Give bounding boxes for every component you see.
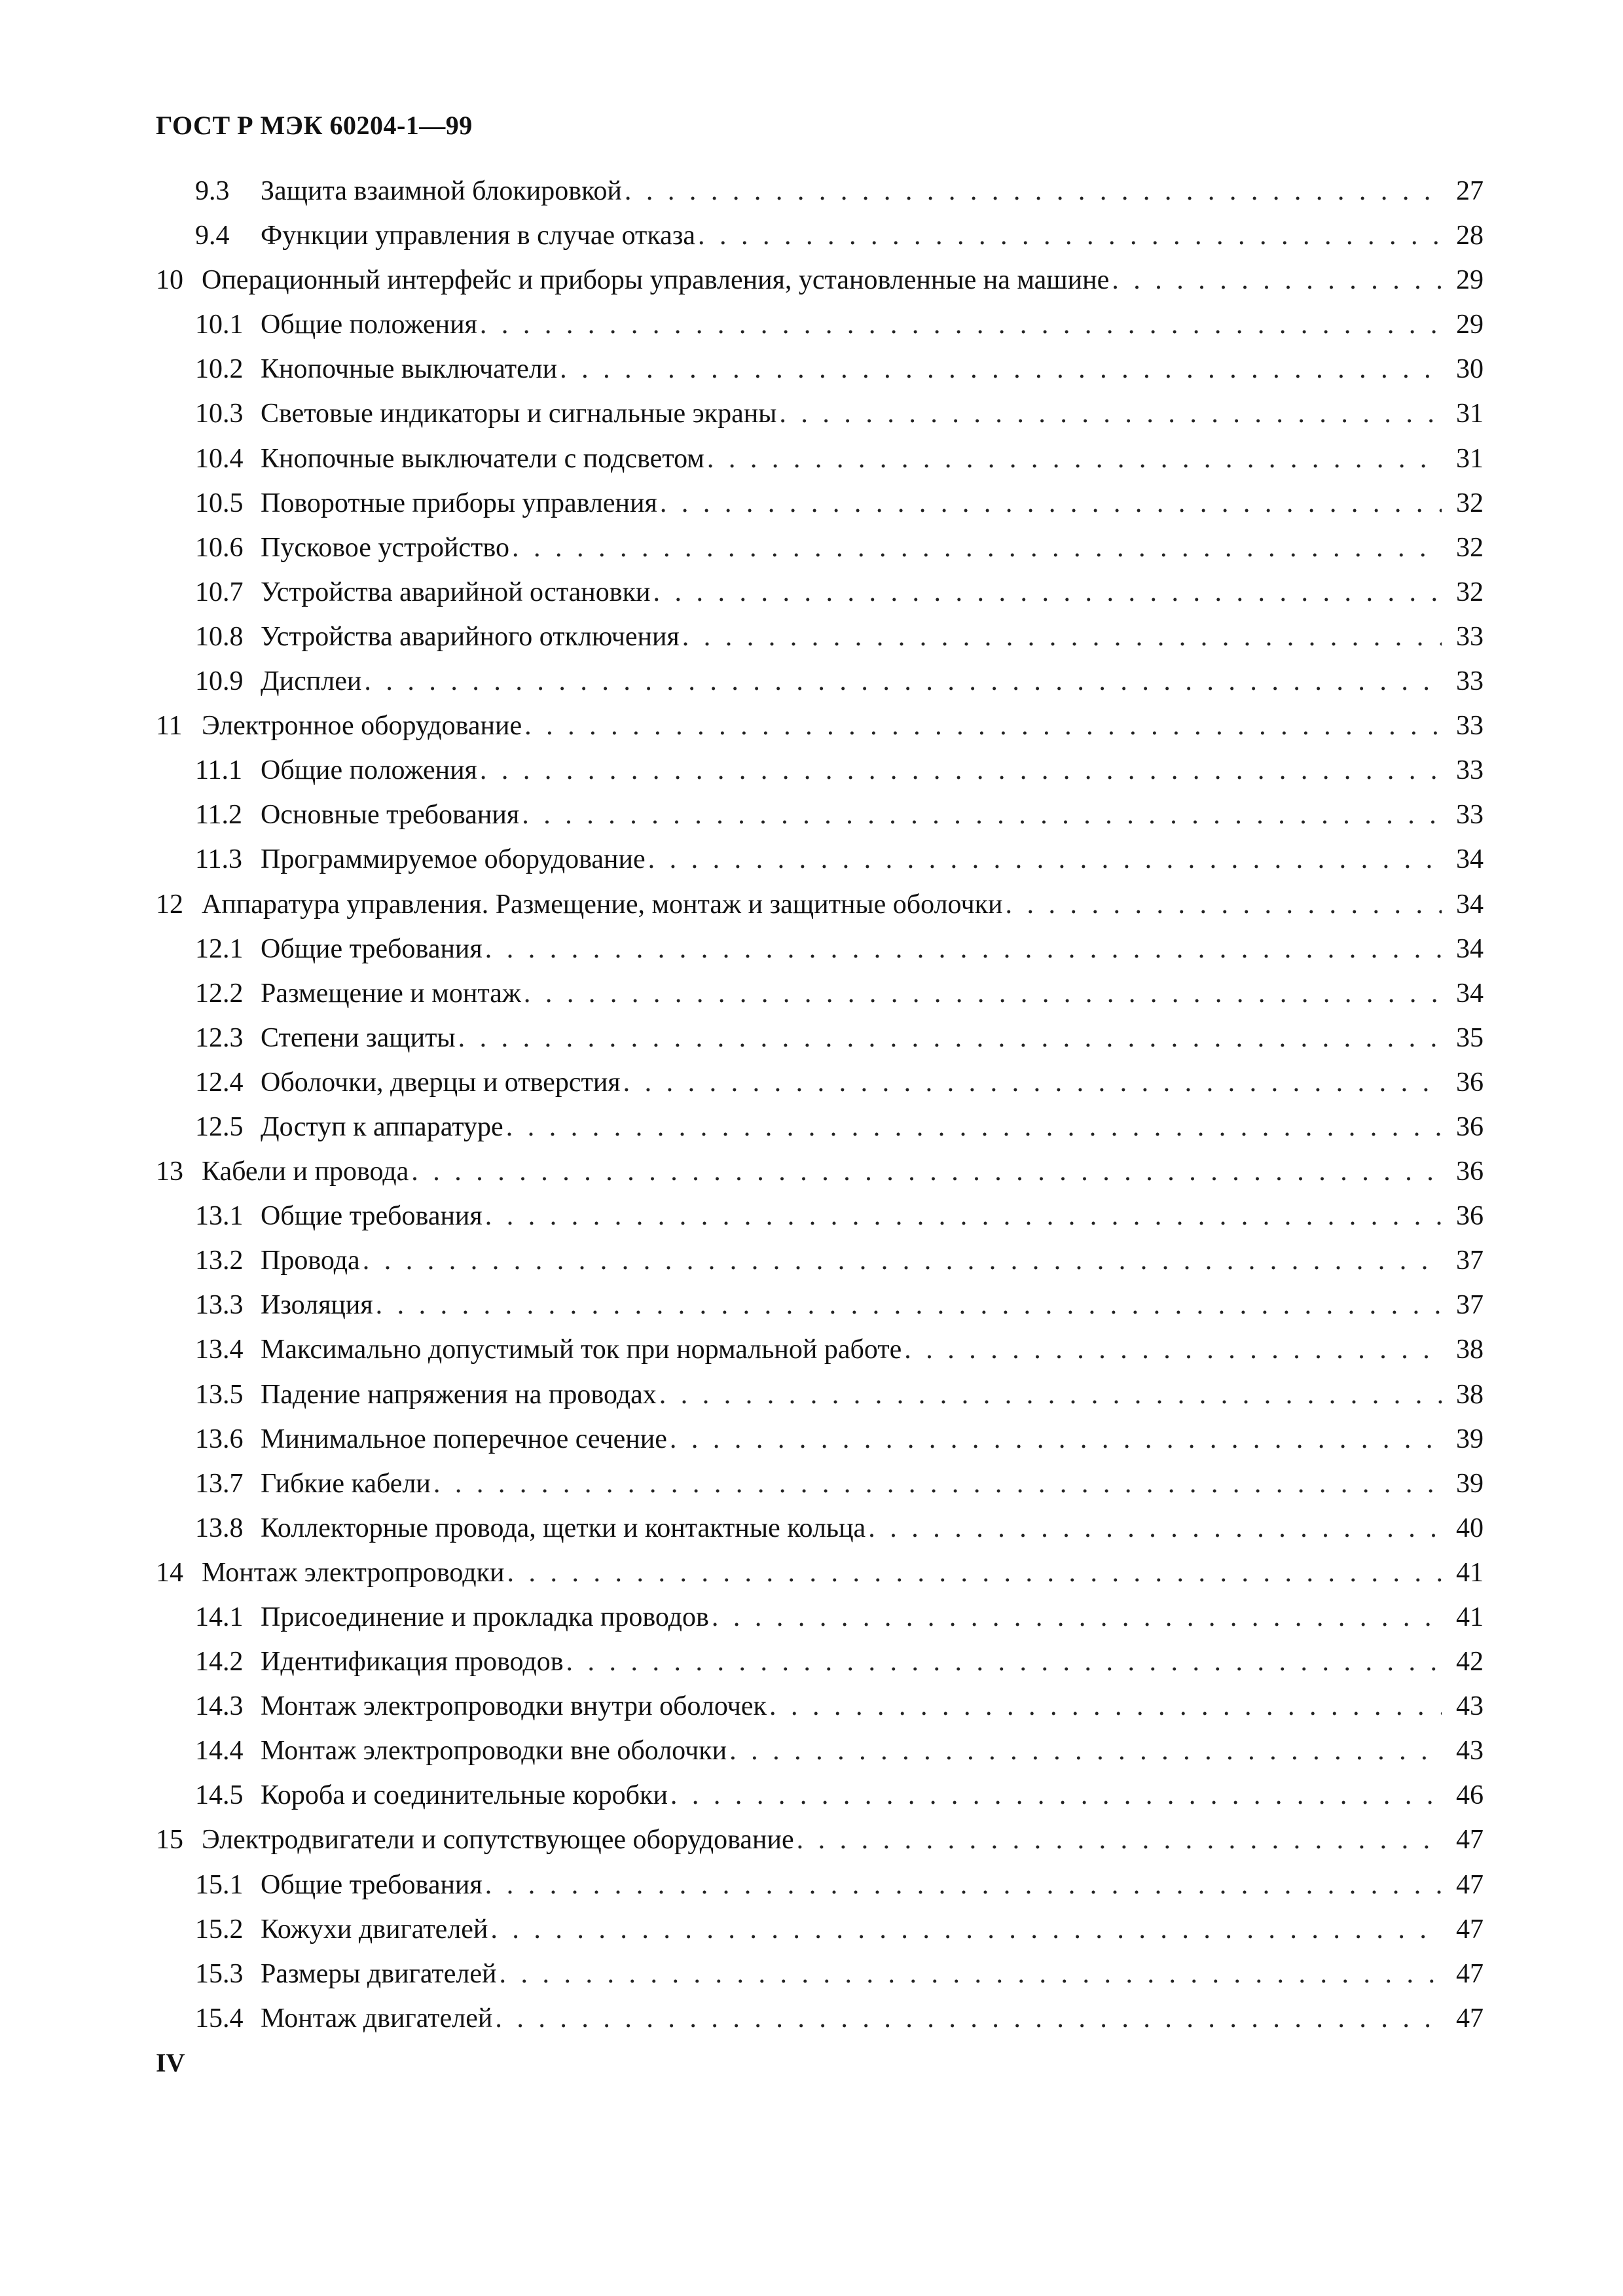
toc-dot-leader <box>670 1417 1442 1462</box>
toc-subsection <box>156 748 1484 793</box>
toc-subsection <box>156 169 1484 213</box>
toc-dot-leader <box>480 748 1442 793</box>
toc-entry-title: Операционный интерфейс и приборы управления, установленные на машине <box>202 265 1110 296</box>
toc-entry-number: 13.2 <box>195 1246 244 1276</box>
toc-dot-leader <box>729 1729 1442 1773</box>
toc-dot-leader <box>868 1506 1442 1551</box>
toc-dot-leader <box>524 704 1442 748</box>
toc-entry-page: 41 <box>1456 1557 1484 1588</box>
toc-dot-leader <box>904 1327 1442 1372</box>
toc-entry-number: 13.8 <box>195 1513 244 1543</box>
toc-entry-number: 13.5 <box>195 1379 244 1410</box>
toc-entry-title: Размеры двигателей <box>261 1958 497 1989</box>
toc-entry-page: 40 <box>1456 1513 1484 1543</box>
toc-entry-number: 12.3 <box>195 1022 244 1053</box>
toc-entry-number: 13 <box>156 1157 183 1187</box>
toc-subsection <box>156 570 1484 615</box>
toc-entry-title: Доступ к аппаратуре <box>261 1111 503 1142</box>
toc-entry-title: Общие положения <box>261 310 477 340</box>
toc-entry-title: Программируемое оборудование <box>261 844 646 875</box>
toc-entry-title: Кожухи двигателей <box>261 1914 488 1945</box>
toc-entry-number: 12 <box>156 889 183 920</box>
toc-dot-leader <box>769 1684 1442 1729</box>
toc-entry-page: 34 <box>1456 978 1484 1009</box>
toc-entry-number: 11.1 <box>195 755 242 786</box>
toc-entry-title: Световые индикаторы и сигнальные экраны <box>261 399 777 429</box>
toc-entry-title: Пусковое устройство <box>261 532 509 563</box>
toc-entry-title: Присоединение и прокладка проводов <box>261 1602 709 1632</box>
toc-subsection <box>156 302 1484 347</box>
toc-subsection <box>156 481 1484 526</box>
toc-entry-number: 10.6 <box>195 532 244 563</box>
toc-dot-leader <box>1112 258 1442 302</box>
toc-entry-title: Поворотные приборы управления <box>261 488 657 518</box>
toc-entry-number: 10.1 <box>195 310 244 340</box>
toc-section <box>156 704 1484 748</box>
toc-dot-leader <box>507 1551 1442 1595</box>
toc-entry-title: Коллекторные провода, щетки и контактные кольца <box>261 1513 866 1543</box>
page-number-footer: IV <box>156 2048 185 2077</box>
toc-entry-number: 12.1 <box>195 933 244 964</box>
toc-entry-number: 10.8 <box>195 621 244 652</box>
toc-dot-leader <box>682 615 1442 659</box>
toc-entry-number: 14.3 <box>195 1691 244 1722</box>
toc-subsection <box>156 391 1484 436</box>
toc-entry-page: 33 <box>1456 621 1484 652</box>
toc-subsection <box>156 927 1484 971</box>
toc-entry-title: Электродвигатели и сопутствующее оборудование <box>202 1825 794 1856</box>
toc-subsection <box>156 659 1484 704</box>
toc-dot-leader <box>566 1640 1442 1684</box>
toc-entry-title: Общие требования <box>261 1201 483 1232</box>
toc-entry-page: 37 <box>1456 1290 1484 1321</box>
toc-entry-page: 32 <box>1456 577 1484 607</box>
toc-dot-leader <box>485 1863 1442 1907</box>
toc-dot-leader <box>411 1149 1442 1194</box>
toc-entry-number: 14.4 <box>195 1736 244 1767</box>
toc-entry-number: 15.4 <box>195 2003 244 2034</box>
toc-dot-leader <box>698 213 1442 258</box>
toc-subsection <box>156 1640 1484 1684</box>
toc-entry-page: 35 <box>1456 1022 1484 1053</box>
toc-subsection <box>156 1105 1484 1149</box>
toc-entry-title: Общие требования <box>261 1869 483 1900</box>
toc-entry-number: 11.3 <box>195 844 242 875</box>
toc-entry-page: 36 <box>1456 1111 1484 1142</box>
toc-entry-page: 47 <box>1456 1914 1484 1945</box>
toc-dot-leader <box>485 1194 1442 1238</box>
toc-dot-leader <box>1005 882 1442 927</box>
toc-entry-page: 36 <box>1456 1201 1484 1232</box>
toc-entry-title: Общие положения <box>261 755 477 786</box>
toc-entry-page: 33 <box>1456 666 1484 697</box>
toc-dot-leader <box>485 927 1442 971</box>
toc-dot-leader <box>522 793 1442 837</box>
toc-section <box>156 258 1484 302</box>
toc-subsection <box>156 1238 1484 1283</box>
toc-entry-page: 33 <box>1456 800 1484 831</box>
toc-entry-title: Защита взаимной блокировкой <box>261 176 622 206</box>
toc-entry-title: Монтаж электропроводки <box>202 1557 505 1588</box>
toc-subsection <box>156 1773 1484 1818</box>
toc-entry-page: 43 <box>1456 1691 1484 1722</box>
toc-entry-number: 9.4 <box>195 221 230 251</box>
toc-entry-title: Устройства аварийной остановки <box>261 577 651 607</box>
toc-subsection <box>156 1372 1484 1417</box>
toc-entry-number: 14.2 <box>195 1647 244 1677</box>
toc-subsection <box>156 1194 1484 1238</box>
toc-entry-page: 33 <box>1456 755 1484 786</box>
toc-section <box>156 1818 1484 1862</box>
toc-dot-leader <box>623 1060 1442 1105</box>
toc-dot-leader <box>506 1105 1442 1149</box>
toc-subsection <box>156 1996 1484 2041</box>
toc-entry-page: 29 <box>1456 310 1484 340</box>
toc-subsection <box>156 1327 1484 1372</box>
toc-entry-page: 47 <box>1456 1825 1484 1856</box>
toc-subsection <box>156 1462 1484 1506</box>
toc-entry-page: 34 <box>1456 889 1484 920</box>
toc-entry-number: 13.6 <box>195 1424 244 1454</box>
toc-entry-page: 28 <box>1456 221 1484 251</box>
toc-dot-leader <box>712 1595 1442 1640</box>
toc-entry-number: 10.2 <box>195 354 244 385</box>
toc-dot-leader <box>499 1952 1442 1996</box>
toc-dot-leader <box>670 1773 1442 1818</box>
toc-dot-leader <box>653 570 1442 615</box>
toc-dot-leader <box>364 659 1442 704</box>
toc-subsection <box>156 793 1484 837</box>
toc-entry-page: 47 <box>1456 1869 1484 1900</box>
toc-dot-leader <box>433 1462 1442 1506</box>
toc-entry-title: Монтаж двигателей <box>261 2003 493 2034</box>
toc-entry-number: 10.9 <box>195 666 244 697</box>
toc-subsection <box>156 1506 1484 1551</box>
toc-dot-leader <box>363 1238 1442 1283</box>
toc-dot-leader <box>660 481 1442 526</box>
toc-subsection <box>156 347 1484 391</box>
toc-entry-page: 38 <box>1456 1379 1484 1410</box>
toc-entry-title: Изоляция <box>261 1290 373 1321</box>
toc-entry-number: 12.5 <box>195 1111 244 1142</box>
toc-entry-title: Общие требования <box>261 933 483 964</box>
toc-entry-page: 32 <box>1456 488 1484 518</box>
toc-dot-leader <box>707 437 1442 481</box>
toc-entry-title: Кнопочные выключатели <box>261 354 558 385</box>
toc-entry-page: 37 <box>1456 1246 1484 1276</box>
toc-dot-leader <box>648 837 1442 882</box>
toc-dot-leader <box>376 1283 1442 1327</box>
toc-dot-leader <box>490 1907 1442 1952</box>
toc-subsection <box>156 837 1484 882</box>
toc-entry-number: 9.3 <box>195 176 230 206</box>
toc-entry-title: Минимальное поперечное сечение <box>261 1424 667 1454</box>
toc-entry-title: Кабели и провода <box>202 1157 409 1187</box>
toc-entry-number: 15 <box>156 1825 183 1856</box>
toc-subsection <box>156 1060 1484 1105</box>
toc-entry-number: 14.1 <box>195 1602 244 1632</box>
toc-entry-number: 13.7 <box>195 1468 244 1499</box>
toc-entry-title: Дисплеи <box>261 666 362 697</box>
toc-entry-page: 47 <box>1456 2003 1484 2034</box>
toc-entry-title: Аппаратура управления. Размещение, монтаж и защитные оболочки <box>202 889 1003 920</box>
toc-subsection <box>156 971 1484 1016</box>
toc-subsection <box>156 1863 1484 1907</box>
toc-subsection <box>156 1016 1484 1060</box>
toc-dot-leader <box>458 1016 1442 1060</box>
toc-subsection <box>156 1684 1484 1729</box>
toc-entry-number: 15.3 <box>195 1958 244 1989</box>
toc-entry-page: 33 <box>1456 711 1484 742</box>
toc-dot-leader <box>797 1818 1442 1862</box>
toc-entry-number: 15.2 <box>195 1914 244 1945</box>
toc-entry-title: Падение напряжения на проводах <box>261 1379 657 1410</box>
toc-entry-title: Размещение и монтаж <box>261 978 521 1009</box>
toc-entry-number: 13.4 <box>195 1335 244 1365</box>
toc-entry-page: 34 <box>1456 844 1484 875</box>
toc-subsection <box>156 1729 1484 1773</box>
toc-entry-number: 10 <box>156 265 183 296</box>
toc-subsection <box>156 1952 1484 1996</box>
toc-entry-number: 12.4 <box>195 1067 244 1098</box>
toc-entry-title: Провода <box>261 1246 360 1276</box>
toc-entry-title: Электронное оборудование <box>202 711 522 742</box>
toc-entry-page: 27 <box>1456 176 1484 206</box>
toc-dot-leader <box>512 526 1442 570</box>
toc-section <box>156 1149 1484 1194</box>
toc-entry-page: 38 <box>1456 1335 1484 1365</box>
toc-entry-title: Идентификация проводов <box>261 1647 564 1677</box>
toc-section <box>156 882 1484 927</box>
toc-entry-page: 36 <box>1456 1067 1484 1098</box>
toc-entry-number: 14 <box>156 1557 183 1588</box>
toc-entry-page: 32 <box>1456 532 1484 563</box>
toc-entry-page: 36 <box>1456 1157 1484 1187</box>
toc-entry-page: 39 <box>1456 1468 1484 1499</box>
toc-entry-title: Короба и соединительные коробки <box>261 1780 668 1811</box>
toc-entry-page: 47 <box>1456 1958 1484 1989</box>
toc-dot-leader <box>625 169 1442 213</box>
toc-entry-page: 39 <box>1456 1424 1484 1454</box>
toc-dot-leader <box>495 1996 1442 2041</box>
toc-subsection <box>156 1595 1484 1640</box>
toc-entry-number: 10.4 <box>195 443 244 474</box>
toc-subsection <box>156 615 1484 659</box>
toc-entry-title: Функции управления в случае отказа <box>261 221 696 251</box>
toc-entry-title: Максимально допустимый ток при нормальной работе <box>261 1335 902 1365</box>
toc-entry-number: 11 <box>156 711 183 742</box>
toc-subsection <box>156 437 1484 481</box>
toc-entry-number: 13.1 <box>195 1201 244 1232</box>
toc-dot-leader <box>659 1372 1442 1417</box>
toc-entry-title: Монтаж электропроводки вне оболочки <box>261 1736 727 1767</box>
toc-entry-page: 43 <box>1456 1736 1484 1767</box>
toc-entry-title: Кнопочные выключатели с подсветом <box>261 443 704 474</box>
toc-entry-number: 10.3 <box>195 399 244 429</box>
toc-entry-page: 46 <box>1456 1780 1484 1811</box>
toc-entry-title: Основные требования <box>261 800 520 831</box>
toc-entry-number: 12.2 <box>195 978 244 1009</box>
toc-subsection <box>156 213 1484 258</box>
toc-dot-leader <box>560 347 1442 391</box>
document-header: ГОСТ Р МЭК 60204-1—99 <box>156 111 473 140</box>
toc-subsection <box>156 526 1484 570</box>
table-of-contents <box>156 169 1484 2041</box>
toc-entry-title: Степени защиты <box>261 1022 456 1053</box>
toc-section <box>156 1551 1484 1595</box>
toc-dot-leader <box>480 302 1442 347</box>
toc-dot-leader <box>779 391 1442 436</box>
toc-entry-number: 14.5 <box>195 1780 244 1811</box>
toc-entry-page: 29 <box>1456 265 1484 296</box>
toc-entry-number: 15.1 <box>195 1869 244 1900</box>
toc-entry-page: 30 <box>1456 354 1484 385</box>
toc-entry-number: 11.2 <box>195 800 242 831</box>
toc-entry-page: 31 <box>1456 443 1484 474</box>
toc-entry-page: 41 <box>1456 1602 1484 1632</box>
toc-entry-number: 13.3 <box>195 1290 244 1321</box>
toc-dot-leader <box>524 971 1442 1016</box>
toc-entry-title: Оболочки, дверцы и отверстия <box>261 1067 621 1098</box>
toc-subsection <box>156 1417 1484 1462</box>
toc-entry-number: 10.7 <box>195 577 244 607</box>
toc-subsection <box>156 1907 1484 1952</box>
toc-entry-page: 42 <box>1456 1647 1484 1677</box>
toc-subsection <box>156 1283 1484 1327</box>
toc-entry-title: Гибкие кабели <box>261 1468 431 1499</box>
toc-entry-page: 31 <box>1456 399 1484 429</box>
toc-entry-title: Устройства аварийного отключения <box>261 621 680 652</box>
toc-entry-number: 10.5 <box>195 488 244 518</box>
toc-entry-title: Монтаж электропроводки внутри оболочек <box>261 1691 767 1722</box>
toc-entry-page: 34 <box>1456 933 1484 964</box>
